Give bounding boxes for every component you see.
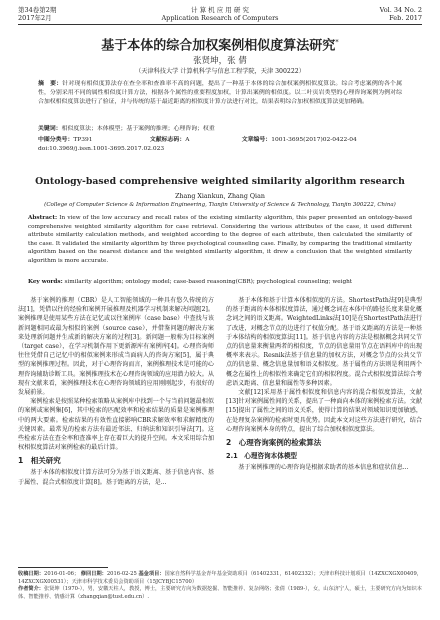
title-en: Ontology-based comprehensive weighted similarity algorithm research (35, 176, 405, 187)
header-journal-cn: 计 算 机 应 用 研 究 (191, 6, 249, 14)
header-volume-issue: 第34卷第2期 (18, 6, 57, 14)
body-paragraph: 基于案例推理的心理咨询是根据求助者的基本信息和症状信息... (238, 464, 409, 472)
header-vol-no: Vol. 34 No. 2 (379, 6, 422, 14)
keywords-cn (38, 125, 402, 134)
art-label: 文章编号： (241, 137, 272, 143)
body-column-right (226, 296, 422, 472)
abstract-cn (38, 80, 402, 107)
bio-text: 张贤坤（1970-），男，安徽天柱人，教授，博士，主要研究方向为数据挖掘、智能推荐、复杂网络；张倩（1989-），女，山东济宁人，硕士，主要研究方向为知识本体、智能推荐、情感计算（zhangqian@tust.edu.cn）. (18, 586, 422, 600)
doi: doi:10.3969/j.issn.1001-3695.2017.02.023 (38, 146, 165, 152)
doc-value: A (185, 137, 190, 143)
doc-code-field (150, 136, 240, 144)
keywords-cn-label: 关键词： (38, 126, 62, 132)
revised-label: 修回日期： (80, 571, 107, 577)
clc-label: 中图分类号： (38, 137, 74, 143)
header-date-cn: 2017年2月 (18, 14, 52, 22)
body-paragraph: 基于案例的推理（CBR）是人工智能领域的一种具有悠久传统的方法[1]，凭借以往的经验和案例开展推理及机器学习机制来解决问题[2]。案例推理是使用某些方法在记忆或以往案例库（case base）中查找与该新问题相同或最为相似的案例（source case），并借鉴问题的解决方案来处理新问题并生成新的解决方案的过程[3]。新问题一般称为目标案例（target case），在学习机制作用下更新源库有案例库[4]。心理咨询师往往凭借自己记忆中的相似案例来形成当面病人的咨询方案[5]，属于典型的案例推理过程。因此，对于心理咨询而言，案例推理技术是可能的心理咨询辅助诊断工具。案例推理技术在心理咨询领域的应用潜力较大。从现有文献来看，案例推理技术在心理咨询领域的应用刚刚起步，有很好的发展前景。 (18, 297, 214, 397)
body-column-left (18, 296, 214, 487)
abstract-en-text: In view of the low accuracy and recall rates of the existing similarity algorithm, this paper presented an ontology-based comprehensive weighted similarity algorithm for case retrieval. Considering the various attributes of the case, it used different attribute similarity calculation methods, and weighted according to the degree of each attribute, then calculated the similarity of the case. It validated the similarity algorithm by three psychological counseling case. Finally, by comparing the traditional similarity algorithm based on the nearest distance and the weighted similarity algorithm, it drew a conclusion that the weighted similarity algorithm is more accurate. (28, 215, 412, 264)
title-cn-text: 基于本体的综合加权案例相似度算法研究 (101, 38, 336, 54)
fund-label: 基金项目： (138, 571, 165, 577)
art-value: 1001-3695(2017)02-0422-04 (271, 137, 357, 143)
header-rule (18, 24, 422, 25)
keywords-cn-text: 相似度算法；本体模型；基于案例的推理；心理咨询；权重 (61, 126, 215, 132)
body-paragraph: 基于本体和基于计算本体相似度的方法。ShortestPath法[9]是典型的基于距离的本体相似度算法，通过概念词在本体中的路径长度来量化概念词之间的语义距离。WeightedLinks法[10]是在ShortestPath法进行了改进，对概念节点的边进行了权值分配。基于语义距离的方法是一种基于本体结构的相似度算法[11]。基于信息内容的方法是根据概念共同父节点的信息量来衡量两者的相似度，节点的信息量用节点在语料库中的出现概率来表示。Resnik法基于信息量的加权方法，对概念节点的公共父节点的信息量、概念信息量加和语义相似度。基于属性的方法则是利用两个概念在属性上的相似性来确定它们的相似程度。混合式相似度算法综合考虑语义距离、信息量和属性等多种因素。 (226, 297, 422, 387)
footnote (18, 571, 422, 601)
abstract-en (28, 214, 412, 266)
header-volume-en (380, 6, 422, 22)
section-heading: 1 相关研究 (18, 456, 61, 466)
header-journal (18, 6, 422, 22)
subsection-heading: 2.1 心理咨询本体模型 (226, 452, 298, 461)
title-cn (18, 34, 422, 54)
classification-row (38, 136, 402, 144)
clc-value: TP391 (73, 137, 93, 143)
clc-field (38, 136, 148, 144)
bio-label: 作者简介： (18, 586, 44, 593)
abstract-cn-label: 摘 要： (38, 81, 63, 87)
keywords-en-label: Key words: (28, 279, 63, 285)
body-paragraph: 案例检索是按照某种检索策略从案例库中找到一个与当前问题最相似的案例或案例集[6]，其中检索的匹配效率和检索结果的质量是案例推理中的两大要素。检索结果的有效性直接影响CBR求解效率和求解精度的关键因素。最常见的检索方法有最近邻法、归纳法和知识引导法[7]。这些检索方法在查全率和查准率上存在着巨大的提升空间。本文采用综合加权相似度算法对案例检索的最后计算。 (18, 398, 214, 452)
revised-date: 2016-02-25 (106, 571, 137, 577)
affiliation-cn: （天津科技大学 计算机科学与信息工程学院，天津 300222） (135, 68, 305, 75)
body-paragraph: 基于本体的相似度计算方法可分为基于语义距离、基于信息内容、基于属性、混合式相似度计算[8]。基于距离的方法，是... (18, 469, 214, 486)
title-footnote-mark: * (335, 38, 339, 46)
abstract-cn-text: 针对现有相似度算法存在查全率和查准率不高的问题，提出了一种基于本体的综合加权案例相似度算法。综合考虑案例的各个属性，分别采用不同的属性相似度计算方法，根据各个属性的重要程度加权，计算出案例的相似度。以二叶页岩类型的心理咨询案例为例对综合加权相似度算法进行了验证，并与传统的基于最近距离的相似度计算方法进行对比，结果表明综合加权相似度算法更加精确。 (38, 81, 403, 105)
body-paragraph: 文献[12]采用基于属性相似度和信息内容的混合相似度算法，文献[13]针对案例属性间的关系，提出了一种面向本体的案例检索方法。文献[15]提出了属性之间的语义关系，使得计算的结果对领域知识更加敏感，在处理复杂案例的检索时更具优势。因此本文对这些方法进行研究，结合心理咨询案例本身的特点，提出了综合加权相似度算法。 (226, 389, 422, 433)
footnote-rule (18, 567, 108, 568)
keywords-en-text: similarity algorithm; ontology model; case-based reasoning(CBR); psychological counseling; weight (64, 279, 353, 285)
doc-label: 文献标志码： (149, 137, 186, 143)
article-no-field (242, 136, 357, 144)
running-header (18, 6, 422, 26)
abstract-en-label: Abstract: (28, 215, 58, 221)
affiliation-en: (College of Computer Science & Information Engineering, Tianjin University of Science & Technology, Tianjin 300222, China) (44, 202, 396, 208)
fund-text: 国家自然科学基金青年基金资助项目（61402331，61402332）；天津市科技计划项目（14ZXCXGX00409，14ZXCXGX00531）；天津市科学技术委员会资助项目（15JCYBJC15700） (18, 571, 422, 585)
keywords-en (28, 278, 412, 286)
authors-en: Zhang Xiankun, Zhang Qian (175, 193, 265, 200)
header-journal-en: Application Research of Computers (161, 14, 279, 22)
section-heading: 2 心理咨询案例的检索算法 (226, 438, 322, 448)
header-date-en: Feb. 2017 (389, 14, 422, 22)
authors-cn: 张贤坤，张 倩 (193, 56, 247, 66)
received-date: 2016-01-06； (44, 571, 80, 577)
received-label: 收稿日期： (18, 571, 45, 577)
